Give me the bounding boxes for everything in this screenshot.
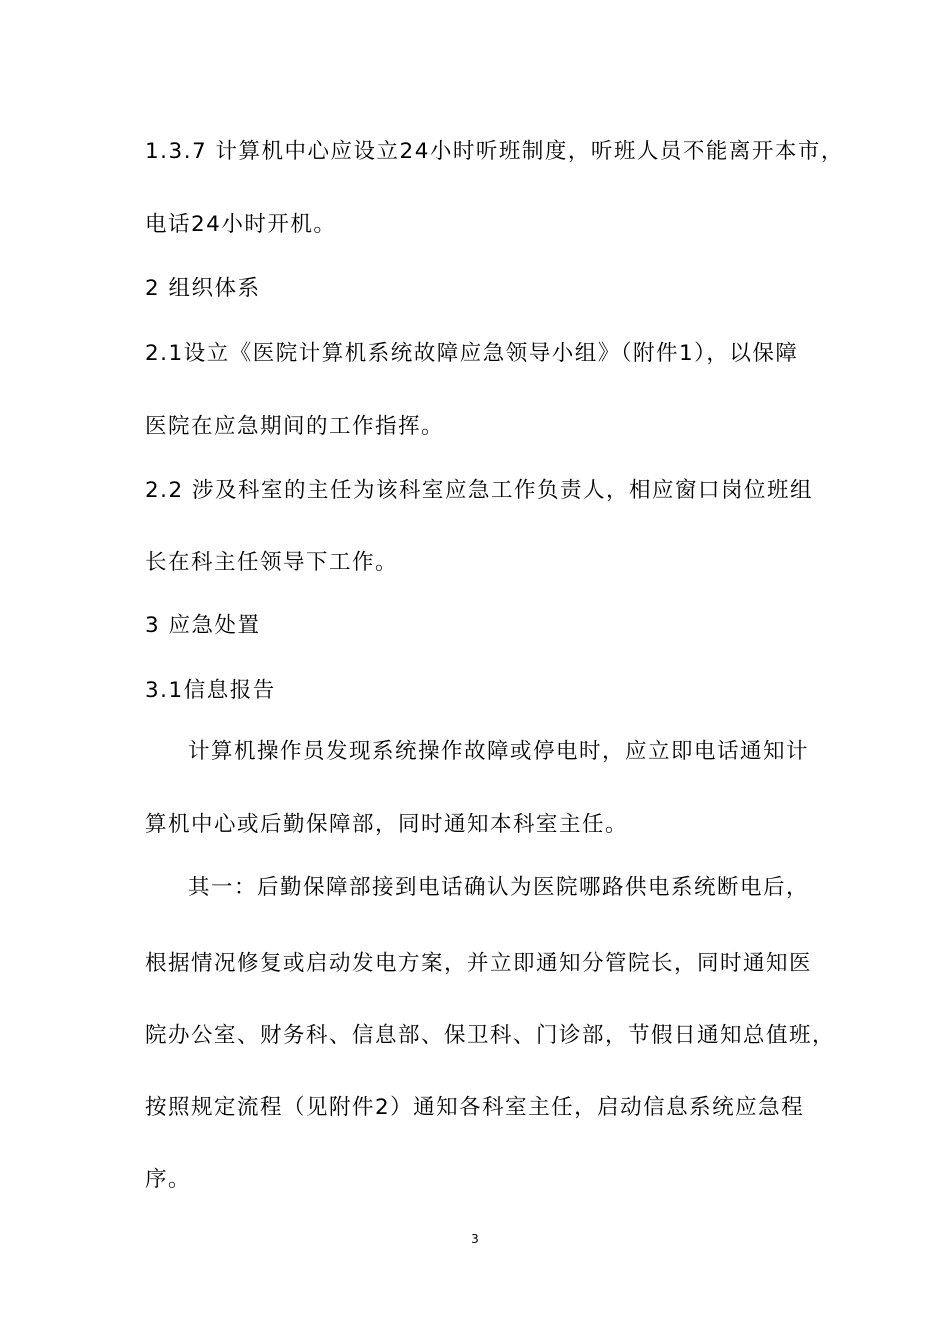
paragraph-first-case-line-5: 序。 (145, 1167, 192, 1192)
paragraph-report-line-2: 算机中心或后勤保障部，同时通知本科室主任。 (145, 812, 629, 837)
paragraph-1-3-7-line-2: 电话24小时开机。 (145, 212, 337, 237)
section-heading-3: 3 应急处置 (145, 613, 261, 638)
page-number: 3 (471, 1232, 479, 1246)
paragraph-2-1-line-1: 2.1设立《医院计算机系统故障应急领导小组》（附件1），以保障 (145, 341, 799, 366)
paragraph-report-line-1: 计算机操作员发现系统操作故障或停电时，应立即电话通知计 (188, 739, 810, 764)
paragraph-1-3-7-line-1: 1.3.7 计算机中心应设立24小时听班制度，听班人员不能离开本市， (145, 139, 844, 164)
paragraph-2-1-line-2: 医院在应急期间的工作指挥。 (145, 414, 445, 439)
paragraph-first-case-line-1: 其一：后勤保障部接到电话确认为医院哪路供电系统断电后， (188, 875, 810, 900)
paragraph-first-case-line-2: 根据情况修复或启动发电方案，并立即通知分管院长，同时通知医 (145, 951, 813, 976)
paragraph-2-2-line-2: 长在科主任领导下工作。 (145, 550, 399, 575)
section-heading-2: 2 组织体系 (145, 276, 261, 301)
subsection-heading-3-1: 3.1信息报告 (145, 678, 276, 703)
paragraph-2-2-line-1: 2.2 涉及科室的主任为该科室应急工作负责人，相应窗口岗位班组 (145, 478, 814, 503)
paragraph-first-case-line-4: 按照规定流程（见附件2）通知各科室主任，启动信息系统应急程 (145, 1095, 805, 1120)
paragraph-first-case-line-3: 院办公室、财务科、信息部、保卫科、门诊部，节假日通知总值班， (145, 1023, 836, 1048)
